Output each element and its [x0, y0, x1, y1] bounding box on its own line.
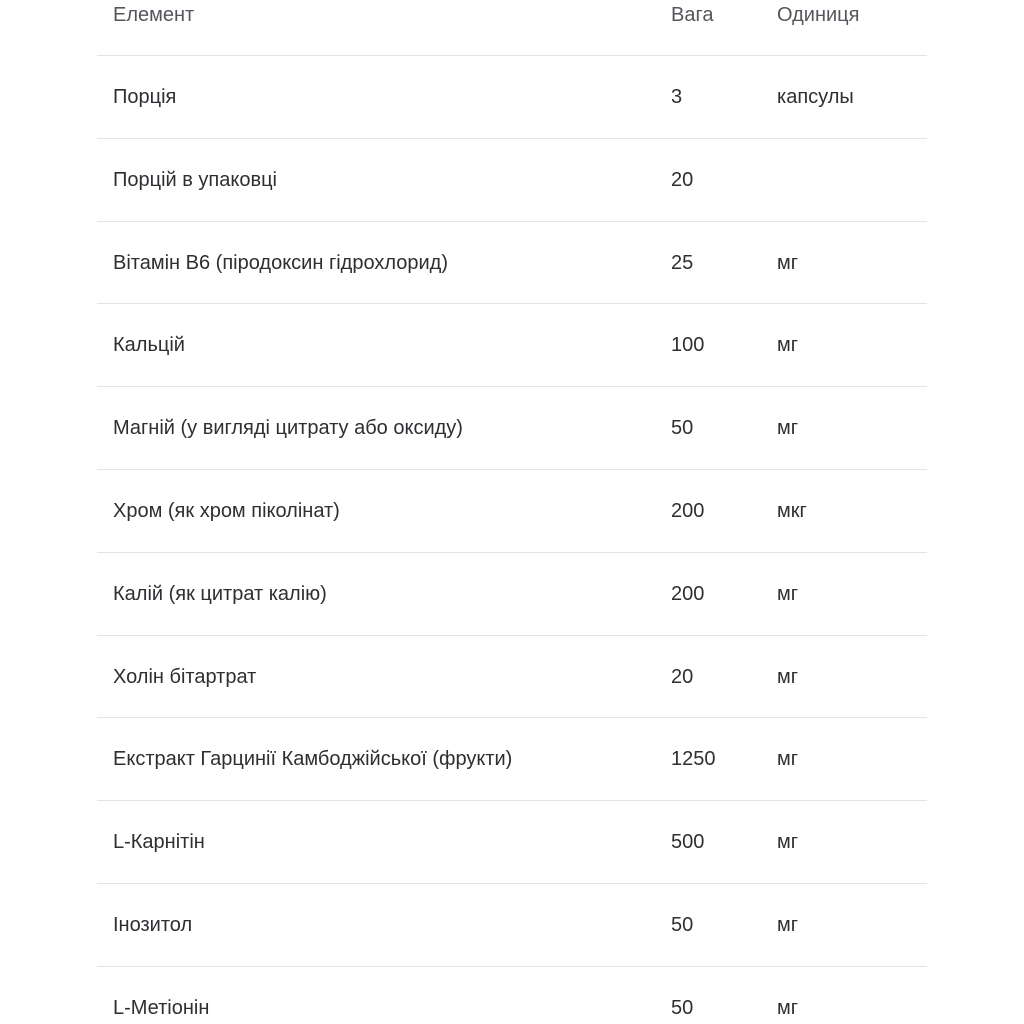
table-row [97, 801, 927, 884]
row-unit: капсулы [777, 86, 854, 108]
row-element: Магній (у вигляді цитрату або оксиду) [113, 417, 463, 440]
row-weight: 20 [671, 168, 694, 191]
row-weight: 200 [671, 582, 705, 605]
row-weight: 25 [671, 251, 694, 274]
table-row [97, 222, 927, 305]
header-unit: Одиниця [777, 4, 860, 26]
row-element: Кальцій [113, 334, 185, 357]
table-row [97, 470, 927, 553]
table-row [97, 884, 927, 967]
row-unit: мг [777, 251, 799, 274]
table-row [97, 139, 927, 222]
row-weight: 1250 [671, 748, 716, 771]
row-element: Калій (як цитрат калію) [113, 582, 327, 605]
table-row [97, 967, 927, 1024]
table-row [97, 304, 927, 387]
row-weight: 100 [671, 334, 705, 357]
row-unit: мг [777, 417, 799, 440]
row-unit: мг [777, 996, 799, 1019]
row-unit: мг [777, 665, 799, 688]
row-element: Інозитол [113, 913, 193, 936]
header-weight: Вага [671, 4, 714, 26]
row-element: Порцій в упаковці [113, 168, 278, 191]
table-header [97, 0, 927, 56]
row-element: Вітамін B6 (піродоксин гідрохлорид) [113, 251, 449, 274]
row-unit: мкг [777, 499, 807, 522]
row-unit: мг [777, 334, 799, 357]
row-weight: 500 [671, 831, 705, 854]
row-unit: мг [777, 831, 799, 854]
table-row [97, 56, 927, 139]
table-row [97, 553, 927, 636]
row-element: Хром (як хром піколінат) [113, 499, 340, 522]
table-row [97, 387, 927, 470]
row-weight: 50 [671, 996, 694, 1019]
row-element: Екстракт Гарцинії Камбоджійської (фрукти) [113, 748, 513, 771]
row-unit: мг [777, 913, 799, 936]
table-row [97, 636, 927, 719]
row-unit: мг [777, 582, 799, 605]
row-element: Порція [113, 86, 177, 108]
row-weight: 20 [671, 665, 694, 688]
table-row [97, 718, 927, 801]
row-weight: 3 [671, 86, 683, 108]
row-element: L-Метіонін [113, 996, 210, 1019]
row-element: L-Карнітін [113, 831, 205, 854]
header-element: Елемент [113, 4, 195, 26]
row-weight: 50 [671, 417, 694, 440]
nutrition-table [97, 0, 927, 1024]
row-weight: 200 [671, 499, 705, 522]
row-unit: мг [777, 748, 799, 771]
row-weight: 50 [671, 913, 694, 936]
row-element: Холін бітартрат [113, 665, 257, 688]
